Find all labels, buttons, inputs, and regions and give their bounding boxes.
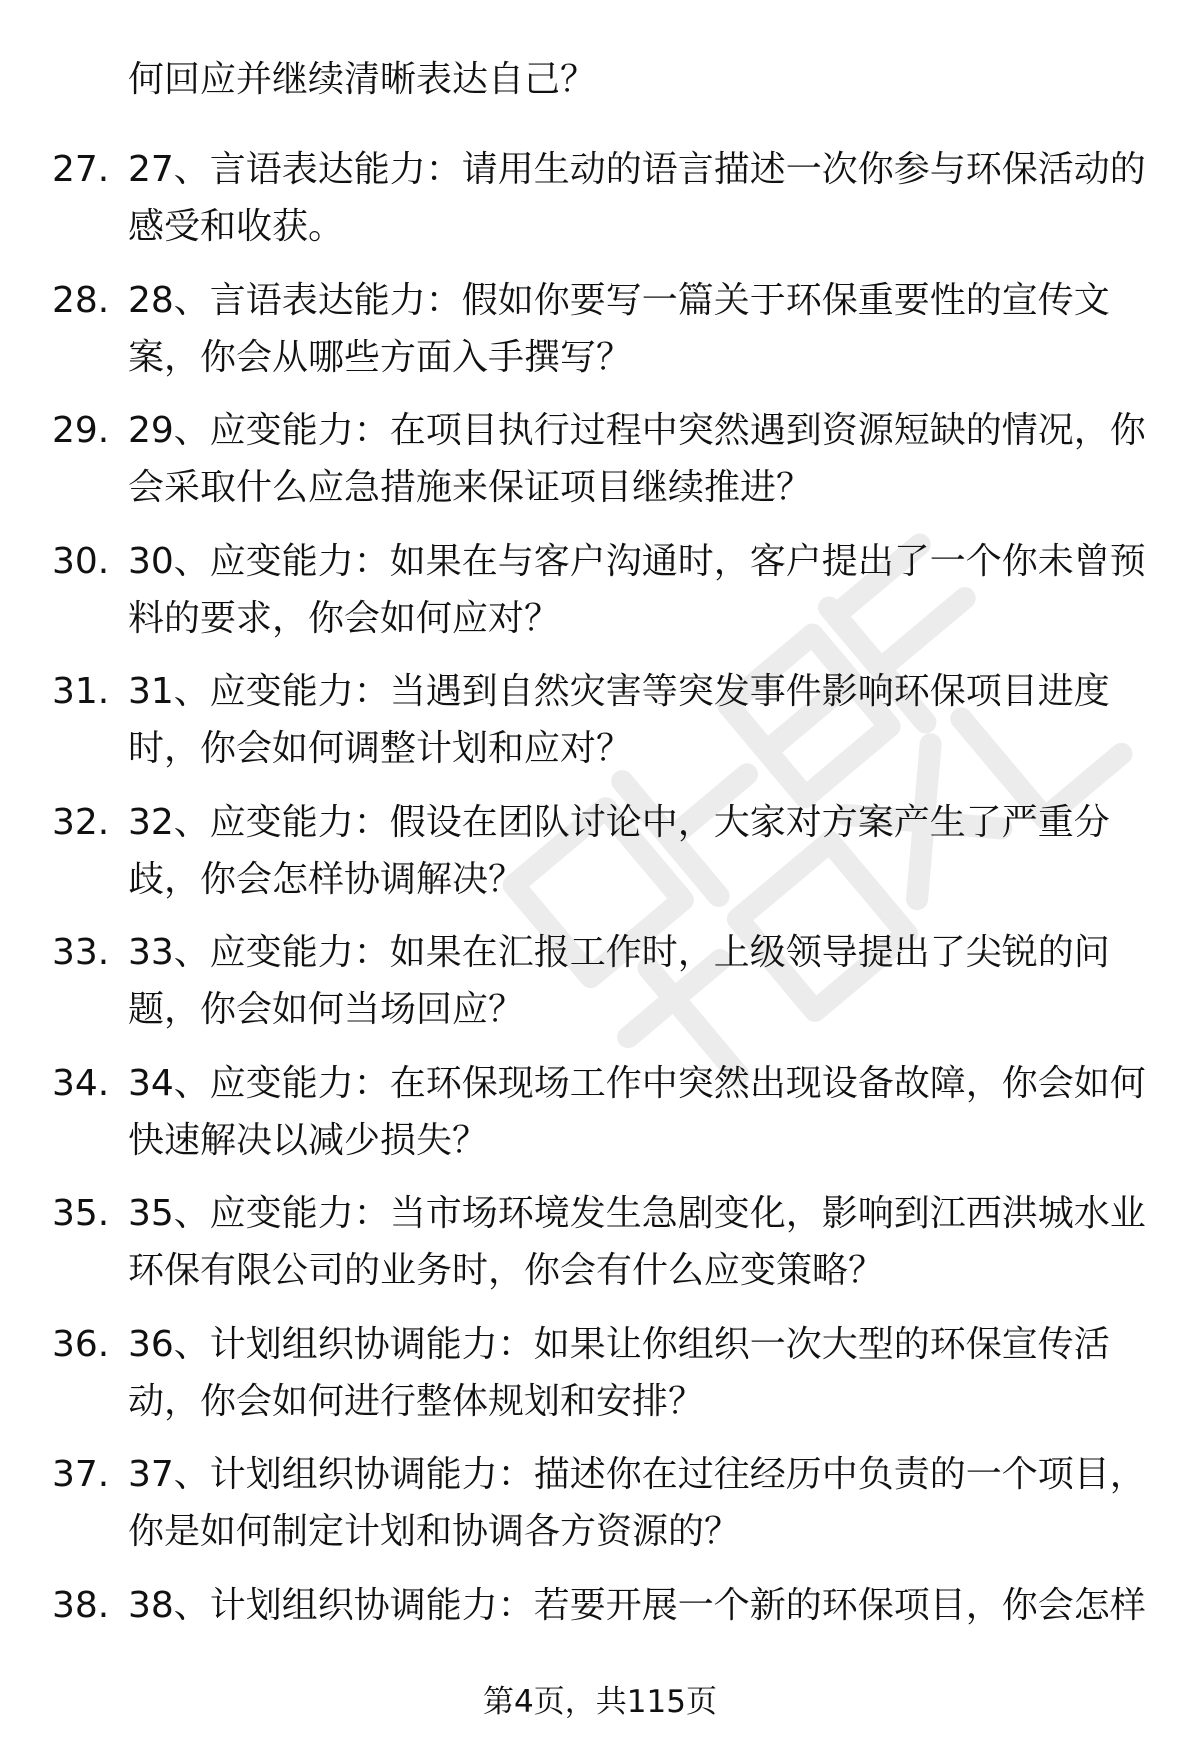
question-text-line-2: 时，你会如何调整计划和应对？ (128, 728, 633, 769)
question-text-line-1: 32、应变能力：假设在团队讨论中，大家对方案产生了严重分 (128, 801, 1110, 843)
question-text-line-2: 歧，你会怎样协调解决？ (128, 858, 525, 900)
question-text-line-2: 感受和收获。 (128, 206, 345, 247)
question-text-line-1: 30、应变能力：如果在与客户沟通时，客户提出了一个你未曾预 (128, 540, 1146, 582)
question-text-line-2: 动，你会如何进行整体规划和安排？ (128, 1380, 705, 1422)
question-text-line-1: 34、应变能力：在环保现场工作中突然出现设备故障，你会如何 (128, 1062, 1146, 1104)
page-footer: 第4页，共115页 (483, 1684, 717, 1720)
question-number: 29. (52, 410, 110, 451)
question-item (0, 1059, 1200, 1190)
question-text-line-1: 36、计划组织协调能力：如果让你组织一次大型的环保宣传活 (128, 1323, 1110, 1365)
question-text-line-2: 会采取什么应急措施来保证项目继续推进？ (128, 467, 813, 508)
question-text-line-2: 你是如何制定计划和协调各方资源的？ (128, 1511, 741, 1552)
question-item (0, 798, 1200, 929)
question-text-line-2: 料的要求，你会如何应对？ (128, 597, 561, 639)
question-item (0, 667, 1200, 798)
question-number: 27. (52, 149, 110, 190)
question-number: 31. (52, 671, 110, 712)
question-number: 28. (52, 279, 110, 321)
question-number: 30. (52, 540, 110, 582)
question-item (0, 276, 1200, 407)
question-text-line-1: 28、言语表达能力：假如你要写一篇关于环保重要性的宣传文 (128, 279, 1110, 321)
question-item (0, 145, 1200, 276)
question-item (0, 1450, 1200, 1581)
continuation-line: 何回应并继续清晰表达自己？ (128, 59, 597, 100)
question-list (0, 145, 1200, 1711)
question-item (0, 1320, 1200, 1451)
question-text-line-1: 38、计划组织协调能力：若要开展一个新的环保项目，你会怎样 (128, 1584, 1146, 1626)
question-number: 38. (52, 1584, 110, 1626)
question-number: 33. (52, 932, 110, 973)
question-text-line-1: 35、应变能力：当市场环境发生急剧变化，影响到江西洪城水业 (128, 1193, 1146, 1234)
question-item (0, 406, 1200, 537)
question-number: 36. (52, 1323, 110, 1365)
question-text-line-2: 案，你会从哪些方面入手撰写？ (128, 336, 633, 378)
question-item (0, 1189, 1200, 1320)
question-text-line-1: 29、应变能力：在项目执行过程中突然遇到资源短缺的情况，你 (128, 410, 1146, 451)
question-number: 32. (52, 801, 110, 843)
question-text-line-1: 33、应变能力：如果在汇报工作时，上级领导提出了尖锐的问 (128, 932, 1110, 973)
question-number: 34. (52, 1062, 110, 1104)
question-text-line-1: 31、应变能力：当遇到自然灾害等突发事件影响环保项目进度 (128, 671, 1110, 712)
question-text-line-1: 27、言语表达能力：请用生动的语言描述一次你参与环保活动的 (128, 149, 1146, 190)
question-number: 35. (52, 1193, 110, 1234)
question-text-line-2: 题，你会如何当场回应？ (128, 989, 525, 1030)
question-item (0, 928, 1200, 1059)
question-text-line-2: 环保有限公司的业务时，你会有什么应变策略？ (128, 1250, 885, 1291)
question-number: 37. (52, 1454, 110, 1495)
question-item (0, 537, 1200, 668)
question-text-line-1: 37、计划组织协调能力：描述你在过往经历中负责的一个项目， (128, 1454, 1146, 1495)
question-text-line-2: 快速解决以减少损失？ (128, 1119, 489, 1161)
